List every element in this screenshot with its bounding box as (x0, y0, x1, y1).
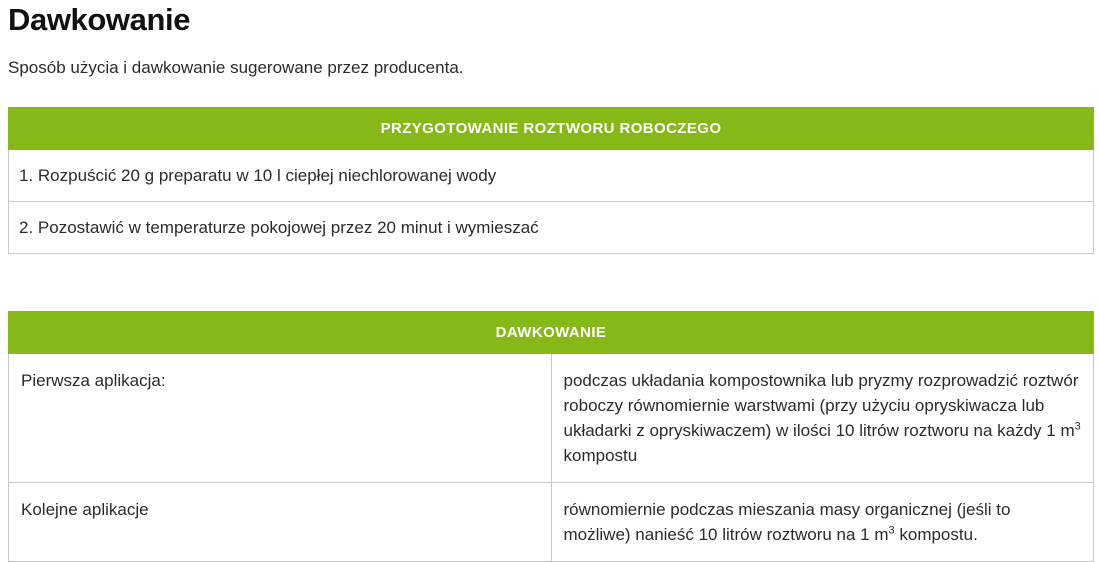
dosage-row-label: Kolejne aplikacje (9, 483, 552, 562)
dosage-table-header: DAWKOWANIE (9, 312, 1094, 354)
page-title: Dawkowanie (8, 2, 191, 37)
preparation-table (8, 107, 1094, 254)
table-row (9, 483, 1094, 562)
dosage-superscript: 3 (888, 524, 895, 537)
preparation-step: 1. Rozpuścić 20 g preparatu w 10 l ciepłej niechlorowanej wody (9, 150, 1094, 202)
table-header-row (9, 312, 1094, 354)
table-row (9, 150, 1094, 202)
dosage-text-after: kompostu. (894, 525, 978, 544)
dosage-row-text (551, 483, 1094, 562)
preparation-table-header: PRZYGOTOWANIE ROZTWORU ROBOCZEGO (9, 108, 1094, 150)
dosage-text-before: równomiernie podczas mieszania masy organicznej (jeśli to możliwe) nanieść 10 litrów roztworu na 1 m (563, 500, 1011, 544)
table-header-row (9, 108, 1094, 150)
table-row (9, 202, 1094, 254)
preparation-step: 2. Pozostawić w temperaturze pokojowej przez 20 minut i wymieszać (9, 202, 1094, 254)
dosage-text-after: kompostu (563, 446, 638, 465)
dosage-row-text (551, 354, 1094, 483)
dosage-table (8, 311, 1094, 562)
intro-paragraph: Sposób użycia i dawkowanie sugerowane przez producenta. (8, 58, 464, 77)
dosage-text-before: podczas układania kompostownika lub pryzmy rozprowadzić roztwór roboczy równomiernie warstwami (przy użyciu opryskiwacza lub układarki z opryskiwaczem) w ilości 10 litrów roztworu na każdy 1 m (563, 371, 1079, 440)
dosage-row-label: Pierwsza aplikacja: (9, 354, 552, 483)
dosage-superscript: 3 (1074, 420, 1081, 433)
table-row (9, 354, 1094, 483)
